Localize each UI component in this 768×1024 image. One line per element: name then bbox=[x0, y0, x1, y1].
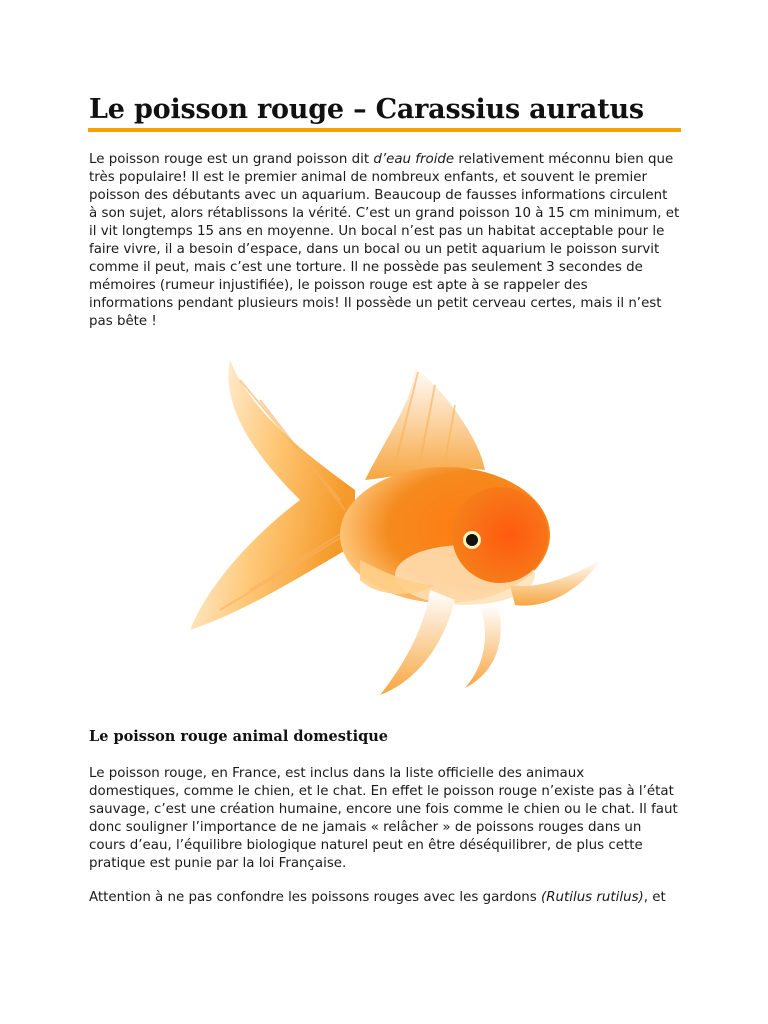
paragraph-line: comme il peut, mais c’est une torture. Il ne possède pas seulement 3 secondes de bbox=[89, 260, 643, 275]
paragraph-line: il vit longtemps 15 ans en moyenne. Un bocal n’est pas un habitat acceptable pour le bbox=[89, 224, 665, 239]
ventral-fin bbox=[380, 590, 455, 695]
fish-pupil bbox=[466, 534, 478, 546]
paragraph-line: pratique est punie par la loi Française. bbox=[89, 856, 347, 871]
emphasis-text: d’eau froide bbox=[373, 152, 455, 167]
page-title: Le poisson rouge – Carassius auratus bbox=[89, 94, 644, 125]
paragraph-line: sauvage, c’est une création humaine, encore une fois comme le chien ou le chat. Il faut bbox=[89, 802, 678, 817]
paragraph-line: informations pendant plusieurs mois! Il possède un petit cerveau certes, mais il n’est bbox=[89, 296, 662, 311]
dorsal-fin bbox=[365, 365, 485, 480]
paragraph-line: Le poisson rouge, en France, est inclus dans la liste officielle des animaux bbox=[89, 766, 585, 781]
section-paragraph bbox=[89, 765, 689, 873]
attention-paragraph bbox=[89, 889, 689, 907]
section-heading: Le poisson rouge animal domestique bbox=[89, 728, 389, 745]
paragraph-line: Attention à ne pas confondre les poissons rouges avec les gardons (Rutilus rutilus), et bbox=[89, 890, 666, 905]
title-underline bbox=[88, 128, 681, 132]
tail-fin bbox=[190, 360, 355, 630]
paragraph-line: mémoires (rumeur injustifiée), le poisson rouge est apte à se rappeler des bbox=[89, 278, 588, 293]
paragraph-line: Le poisson rouge est un grand poisson dit d’eau froide relativement méconnu bien que bbox=[89, 152, 674, 167]
paragraph-line: cours d’eau, l’équilibre biologique naturel peut en être déséquilibrer, de plus cette bbox=[89, 838, 643, 853]
paragraph-line: à son sujet, alors rétablissons la vérité. C’est un grand poisson 10 à 15 cm minimum, et bbox=[89, 206, 680, 221]
paragraph-line: poisson des débutants avec un aquarium. Beaucoup de fausses informations circulent bbox=[89, 188, 668, 203]
paragraph-line: très populaire! Il est le premier animal de nombreux enfants, et souvent le premier bbox=[89, 170, 647, 185]
anal-fin bbox=[465, 605, 501, 688]
intro-paragraph bbox=[89, 151, 689, 331]
goldfish-illustration bbox=[180, 350, 610, 710]
paragraph-line: domestiques, comme le chien, et le chat. En effet le poisson rouge n’existe pas à l’état bbox=[89, 784, 674, 799]
paragraph-line: faire vivre, il a besoin d’espace, dans un bocal ou un petit aquarium le poisson survit bbox=[89, 242, 660, 257]
paragraph-line: donc souligner l’importance de ne jamais « relâcher » de poissons rouges dans un bbox=[89, 820, 642, 835]
paragraph-line: pas bête ! bbox=[89, 314, 157, 329]
emphasis-text: (Rutilus rutilus) bbox=[540, 890, 644, 905]
